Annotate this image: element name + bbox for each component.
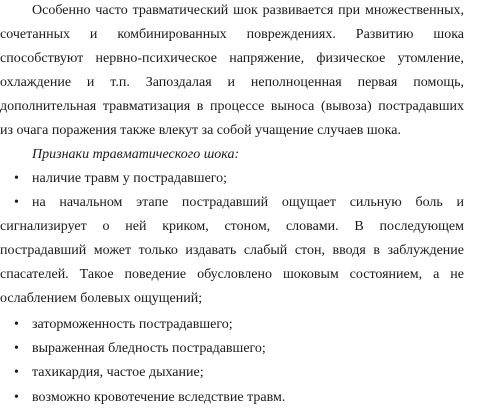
list-item-continuation: ослаблением болевых ощущений; (0, 291, 203, 306)
list-item (0, 194, 464, 212)
list-item (0, 340, 464, 358)
list-item (0, 364, 464, 382)
list-item (0, 316, 464, 334)
paragraph-line: сочетанных и комбинированных повреждениях. Развитию шока (0, 27, 464, 42)
bullet-icon: • (14, 317, 19, 332)
list-item-text: выраженная бледность пострадавшего; (32, 341, 266, 356)
bullet-icon: • (14, 195, 19, 210)
paragraph-line: из очага поражения также влекут за собой учащение случаев шока. (0, 123, 401, 138)
bullet-icon: • (14, 171, 19, 186)
section-heading: Признаки травматического шока: (32, 147, 240, 162)
list-item-text: возможно кровотечение вследствие травм. (32, 390, 286, 405)
bullet-icon: • (14, 365, 19, 380)
paragraph-line: дополнительная травматизация в процессе выноса (вывоза) пострадавших (0, 99, 464, 114)
list-item-text: тахикардия, частое дыхание; (32, 365, 204, 380)
list-item-continuation: спасателей. Такое поведение обусловлено шоковым состоянием, а не (0, 267, 464, 282)
list-item-continuation: сигнализирует о ней криком, стоном, словами. В последующем (0, 219, 464, 234)
list-item-continuation: пострадавший может только издавать слабый стон, вводя в заблуждение (0, 243, 464, 258)
list-item-text: заторможенность пострадавшего; (32, 317, 233, 332)
list-item-text: на начальном этапе пострадавший ощущает сильную боль и (32, 195, 464, 210)
bullet-icon: • (14, 390, 19, 405)
list-item-text: наличие травм у пострадавшего; (32, 171, 228, 186)
paragraph-line: охлаждение и т.п. Запоздалая и неполноценная первая помощь, (0, 75, 464, 90)
paragraph-line: Особенно часто травматический шок развивается при множественных, (32, 3, 464, 18)
paragraph-line: способствуют нервно-психическое напряжение, физическое утомление, (0, 51, 464, 66)
list-item (0, 170, 464, 188)
bullet-icon: • (14, 341, 19, 356)
list-item (0, 389, 464, 407)
